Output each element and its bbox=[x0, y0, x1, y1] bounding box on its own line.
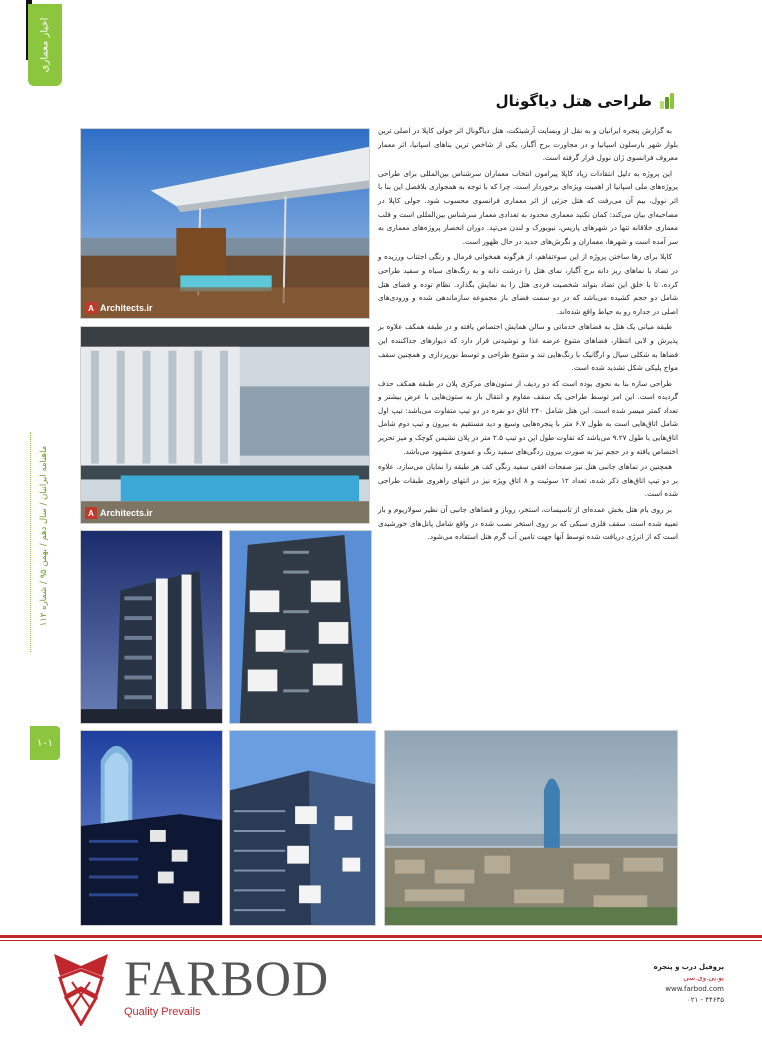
contact-line: پروفیل درب و پنجره bbox=[653, 963, 724, 971]
architects-logo-icon: A bbox=[85, 302, 97, 314]
photo-building-corner bbox=[229, 730, 376, 926]
bars-icon bbox=[658, 93, 674, 109]
photo-rooftop-pool bbox=[80, 128, 370, 319]
contact-website: www.farbod.com bbox=[665, 985, 724, 993]
article-paragraph: طبقه میانی یک هتل به فضاهای خدماتی و سالن همایش اختصاص یافته و در طبقه همکف علاوه بر پذیرش و لابی انتظار، فضاهای متنوع عرضه غذا و نوشیدنی قرار دارد که دیوارهای جداکننده این فضاها به شکلی سیال و ارگانیک با رنگ‌هایی تند و متنوع طراحی و توسط نورپردازی و همچنین سقف مواج پلیکی شکل تشدید شده است. bbox=[378, 322, 678, 373]
article-paragraph: کاپلا برای رها ساختن پروژه از این سوءتفاهم، از هرگونه همخوانی فرمال و رنگی اجتناب ورزیده و در تضاد با نماهای ریز دانه برج آگبار، نمای هتل را درشت دانه و به رنگ‌های سیاه و سفید طراحی کرده، تا با خلق این تضاد بتواند شخصیت فردی هتل را به نمایش بگذارد. نظام توده و فضای هتل شامل دو حجم کشیده می‌باشد که در دو سمت فضای باز مجموعه سازماندهی شده و ورودی‌های اصلی در جداره رو به حیاط واقع شده‌اند. bbox=[378, 252, 678, 316]
footer-divider bbox=[0, 935, 762, 938]
photo-pool-facade bbox=[80, 326, 370, 524]
photo-agbar-tower bbox=[80, 730, 223, 926]
section-tab bbox=[28, 4, 62, 86]
margin-dotted-line bbox=[30, 432, 32, 652]
section-tab-label: اخبار معماری bbox=[39, 17, 51, 73]
article-paragraph: بر روی بام هتل بخش عمده‌ای از تاسیسات، استخر، روباز و فضاهای جانبی آن نظیر سولاریوم و بار تعبیه شده است. سقف فلزی سبکی که بر روی استخر نصب شده در واقع شامل پانل‌های خورشیدی است که از انرژی دریافت شده توسط آنها جهت تامین آب گرم هتل استفاده می‌شود. bbox=[378, 505, 678, 542]
brand-name: FARBOD bbox=[124, 950, 330, 1006]
article-body bbox=[378, 124, 678, 546]
brand-tagline: Quality Prevails bbox=[124, 1006, 201, 1018]
farbod-logo-icon bbox=[44, 948, 118, 1026]
architects-logo-icon: A bbox=[85, 507, 97, 519]
article-title: طراحی هتل دیاگونال bbox=[495, 92, 652, 110]
article-paragraph: به گزارش پنجره ایرانیان و به نقل از وبسایت آرشیتکت، هتل دیاگونال اثر جولی کاپلا در اصلی ترین بلوار شهر بارسلون اسپانیا و در مجاورت برج آگبار، یکی از شاخص ترین بناهای اسپانیا، اثر معمار معروف فرانسوی ژان نوول قرار گرفته است. bbox=[378, 126, 678, 163]
contact-line: یو.پی.وی.سی bbox=[683, 974, 724, 982]
architects-watermark: A Architects.ir bbox=[85, 507, 153, 519]
footer-divider-thin bbox=[0, 940, 762, 941]
article-title-row bbox=[496, 92, 674, 110]
issue-caption: ماهنامه ایرانیان / سال دهم / بهمن ۹۵ / شماره ۱۱۲ bbox=[39, 445, 49, 627]
photo-tower-day bbox=[229, 530, 372, 724]
page-number: ۱۰۱ bbox=[30, 726, 60, 760]
article-paragraph: این پروژه به دلیل انتقادات زیاد کاپلا پیرامون انتخاب معماران سرشناس بین‌المللی برای طراحی پروژه‌های ملی اسپانیا از اهمیت ویژه‌ای برخوردار است. چرا که با توجه به همجواری بلافصل این بنا با اثر نوول، بیم آن می‌رفت که هتل جزئی از اثر معماری فرانسوی محسوب شود. جولی کاپلا در مصاحبه‌ای بیان می‌کند: کمان نکنید معماری محدود به تعدادی معمار سرشناس بین‌المللی است و قلب معماری خلاقانه تنها در شهرهای پاریس، نیویورک و لندن می‌تپد. دوران انحصار پروژه‌های معماری به سر آمده است و شهرها، معماران و نگرش‌های جدید در حال ظهور است. bbox=[378, 168, 678, 246]
architects-watermark: A Architects.ir bbox=[85, 302, 153, 314]
photo-city-panorama bbox=[384, 730, 678, 926]
article-paragraph: طراحی سازه بنا به نحوی بوده است که دو ردیف از ستون‌های مرکزی پلان در طبقه همکف حذف گردیده است. این امر توسط طراحی یک سقف مقاوم و انتقال بار به ستون‌هایی با عرض بیشتر و تعداد کمتر میسر شده است. این هتل شامل ۲۴۰ اتاق دو نفره در دو تیپ متفاوت می‌باشد: تیپ اول شامل اتاق‌هایی است به طول ۶.۷ متر با پنجره‌هایی وسیع و دید مستقیم به بیرون و تیپ دوم شامل اتاق‌هایی با طول ۹.۲۷ می‌باشد که تفاوت طول این دو تیپ ۲.۵ متر در پلان نشیمن کوچک و میز تحریر اختصاص یافته و در حجم نیز به صورت بیرون زدگی‌های سفید رنگ و عمودی مشهود می‌باشد. bbox=[378, 378, 679, 456]
article-paragraph: همچنین در نماهای جانبی هتل نیز صفحات افقی سفید رنگی کف هر طبقه را نمایان می‌سازد. علاوه بر دو تیپ اتاق‌های ذکر شده، تعداد ۱۲ سوئیت و ۸ اتاق ویژه نیز در انتهای راهروی طبقات طراحی شده است. bbox=[378, 462, 678, 499]
photo-tower-dusk bbox=[80, 530, 223, 724]
contact-phone: ۰۲۱ - ۴۴۶۳۵ bbox=[686, 996, 724, 1004]
contact-info bbox=[628, 962, 724, 1006]
